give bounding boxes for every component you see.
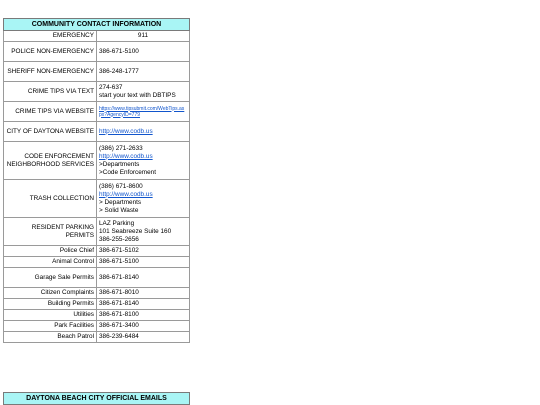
row-label: RESIDENT PARKING PERMITS xyxy=(4,218,97,246)
parking-company: LAZ Parking xyxy=(99,219,135,227)
row-label: Garage Sale Permits xyxy=(4,268,97,288)
table-row xyxy=(4,82,190,102)
parking-phone: 386-255-2656 xyxy=(99,235,139,243)
row-label: CRIME TIPS VIA TEXT xyxy=(4,82,97,102)
code-path-1: >Departments xyxy=(99,160,140,168)
code-path-2: >Code Enforcement xyxy=(99,168,157,176)
table-row xyxy=(4,62,190,82)
row-value xyxy=(97,142,190,180)
row-label: Park Facilities xyxy=(4,321,97,332)
row-label: Utilities xyxy=(4,310,97,321)
row-label: Police Chief xyxy=(4,246,97,257)
text-number: 274-637 xyxy=(99,83,123,91)
row-label: Animal Control xyxy=(4,257,97,268)
city-website-link[interactable]: http://www.codb.us xyxy=(99,127,153,135)
table-title: DAYTONA BEACH CITY OFFICIAL EMAILS xyxy=(4,393,190,405)
row-label: CRIME TIPS VIA WEBSITE xyxy=(4,102,97,122)
code-phone: (386) 271-2633 xyxy=(99,144,143,152)
table-row xyxy=(4,42,190,62)
table-row xyxy=(4,257,190,268)
row-label: EMERGENCY xyxy=(4,31,97,42)
row-label: CITY OF DAYTONA WEBSITE xyxy=(4,122,97,142)
table-row xyxy=(4,310,190,321)
row-value: 386-671-8010 xyxy=(97,288,190,299)
crime-tips-link[interactable]: https://www.tipsubmit.com/WebTips.aspx?AgencyID=779 xyxy=(99,105,185,118)
table-row xyxy=(4,180,190,218)
row-value: 911 xyxy=(97,31,190,42)
trash-link[interactable]: http://www.codb.us xyxy=(99,190,153,198)
table-header-row xyxy=(4,19,190,31)
code-link[interactable]: http://www.codb.us xyxy=(99,152,153,160)
table-row xyxy=(4,288,190,299)
row-label: SHERIFF NON-EMERGENCY xyxy=(4,62,97,82)
row-value: 386-239-6484 xyxy=(97,332,190,343)
row-value: 386-671-8140 xyxy=(97,299,190,310)
row-value xyxy=(97,122,190,142)
trash-phone: (386) 671-8600 xyxy=(99,182,143,190)
row-value xyxy=(97,82,190,102)
table-row xyxy=(4,332,190,343)
table-row xyxy=(4,218,190,246)
table-title: COMMUNITY CONTACT INFORMATION xyxy=(4,19,190,31)
row-value xyxy=(97,218,190,246)
row-value: 386-671-8100 xyxy=(97,310,190,321)
row-value: 386-248-1777 xyxy=(97,62,190,82)
table-row xyxy=(4,268,190,288)
row-label: Citizen Complaints xyxy=(4,288,97,299)
table-row xyxy=(4,299,190,310)
table-row xyxy=(4,142,190,180)
table-header-row xyxy=(4,393,190,405)
row-label: Building Permits xyxy=(4,299,97,310)
trash-path-1: > Departments xyxy=(99,198,142,206)
row-label: TRASH COLLECTION xyxy=(4,180,97,218)
table-row xyxy=(4,102,190,122)
row-value: 386-671-5100 xyxy=(97,42,190,62)
row-value: 386-671-3400 xyxy=(97,321,190,332)
table-row xyxy=(4,321,190,332)
parking-address: 101 Seabreeze Suite 160 xyxy=(99,227,172,235)
row-label: Beach Patrol xyxy=(4,332,97,343)
official-emails-table xyxy=(3,392,190,405)
row-label: POLICE NON-EMERGENCY xyxy=(4,42,97,62)
row-value xyxy=(97,180,190,218)
table-row xyxy=(4,122,190,142)
table-row xyxy=(4,31,190,42)
row-value xyxy=(97,102,190,122)
trash-path-2: > Solid Waste xyxy=(99,206,139,214)
row-value: 386-671-5100 xyxy=(97,257,190,268)
row-value: 386-671-8140 xyxy=(97,268,190,288)
community-contact-table xyxy=(3,18,190,343)
community-contact-sheet xyxy=(3,18,190,343)
text-instruction: start your text with DBTIPS xyxy=(99,91,176,99)
official-emails-sheet xyxy=(3,392,190,405)
table-row xyxy=(4,246,190,257)
row-value: 386-671-5102 xyxy=(97,246,190,257)
row-label: CODE ENFORCEMENT NEIGHBORHOOD SERVICES xyxy=(4,142,97,180)
